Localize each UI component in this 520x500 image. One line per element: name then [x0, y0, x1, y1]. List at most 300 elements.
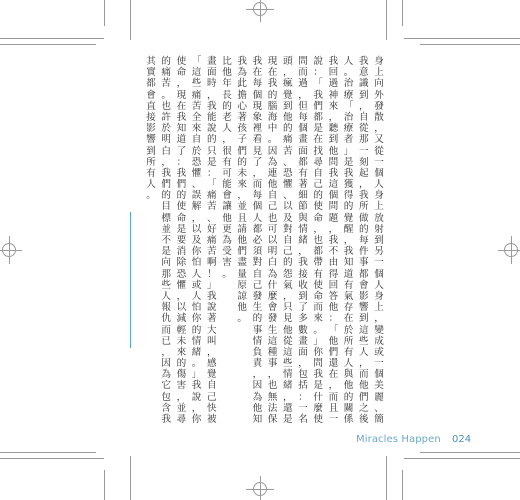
text-glyph: 一	[374, 358, 384, 370]
text-glyph: 已	[161, 335, 171, 347]
text-glyph: 身	[374, 56, 384, 67]
text-glyph: 此	[237, 78, 247, 90]
text-glyph: 。	[267, 134, 278, 146]
text-glyph: 是	[313, 123, 323, 135]
text-glyph: 我	[359, 56, 369, 67]
text-glyph: 且	[237, 212, 247, 224]
text-glyph: 與	[343, 369, 354, 381]
text-glyph: 回	[328, 67, 339, 79]
text-glyph: 都	[313, 246, 323, 258]
text-glyph: 盡	[237, 257, 247, 269]
text-glyph: 在	[328, 369, 339, 381]
text-glyph: 你	[313, 346, 323, 358]
text-glyph: ，	[176, 391, 187, 403]
text-glyph: 著	[237, 111, 247, 123]
text-glyph: 覺	[343, 212, 354, 224]
text-glyph: 面	[298, 145, 308, 157]
text-glyph: 畫	[298, 335, 308, 347]
text-glyph: 己	[207, 391, 217, 403]
text-glyph: 的	[176, 190, 187, 202]
text-glyph: 心	[237, 100, 247, 112]
text-glyph: 使	[176, 56, 187, 67]
text-glyph: 苦	[207, 201, 217, 213]
text-glyph: 這	[191, 67, 202, 79]
text-glyph: 懼	[283, 179, 293, 191]
text-glyph: 而	[161, 324, 171, 336]
text-glyph: 象	[252, 111, 263, 123]
text-glyph: 或	[374, 346, 384, 358]
text-glyph: ，	[237, 190, 247, 202]
text-glyph: ，	[374, 123, 384, 135]
text-glyph: 無	[267, 391, 278, 403]
text-glyph: 人	[374, 179, 384, 191]
text-glyph: ，	[283, 290, 293, 302]
text-glyph: 治	[343, 78, 354, 90]
text-column	[326, 56, 340, 425]
text-glyph: 自	[252, 268, 263, 280]
text-glyph: 到	[328, 134, 339, 146]
text-glyph: 輕	[176, 324, 187, 336]
text-glyph: 比	[222, 56, 232, 67]
text-glyph: 為	[252, 391, 263, 403]
text-glyph: 面	[298, 346, 308, 358]
text-glyph: 變	[374, 324, 384, 336]
text-glyph: 們	[161, 179, 171, 191]
text-glyph: 響	[359, 302, 369, 314]
text-glyph: 每	[252, 190, 263, 202]
text-glyph: 的	[267, 89, 278, 101]
text-glyph: 我	[343, 167, 354, 179]
text-glyph: 他	[267, 179, 278, 191]
text-glyph: 發	[252, 290, 263, 302]
page-number: 024	[451, 434, 472, 445]
text-glyph: 擔	[237, 89, 247, 101]
text-glyph: 多	[298, 313, 308, 325]
text-glyph: 每	[252, 78, 263, 90]
text-glyph: 些	[161, 279, 171, 291]
text-glyph: 連	[267, 167, 278, 179]
text-column	[220, 56, 234, 280]
text-glyph: 而	[313, 302, 323, 314]
text-glyph: 這	[359, 324, 369, 336]
text-glyph: 每	[359, 235, 369, 246]
text-glyph: 你	[191, 246, 202, 258]
text-glyph: ，	[313, 223, 323, 235]
text-glyph: 「	[313, 78, 323, 90]
text-glyph: 己	[313, 179, 323, 191]
text-glyph: 到	[298, 290, 308, 302]
text-glyph: ，	[359, 358, 369, 370]
text-glyph: 標	[161, 212, 171, 224]
text-glyph: 我	[267, 78, 278, 90]
text-glyph: 到	[374, 235, 384, 246]
text-glyph: 而	[252, 179, 263, 191]
text-glyph: 知	[343, 257, 354, 269]
text-glyph: 誤	[191, 190, 202, 202]
text-glyph: 怕	[191, 257, 202, 269]
text-glyph: 也	[161, 100, 171, 112]
text-glyph: 。	[237, 313, 247, 325]
text-glyph: 還	[328, 358, 339, 370]
text-glyph: 問	[313, 358, 323, 370]
text-glyph: ，	[161, 156, 171, 168]
text-glyph: 這	[267, 335, 278, 347]
text-glyph: 個	[252, 89, 263, 101]
text-glyph: 。	[343, 67, 354, 79]
text-glyph: 原	[237, 279, 247, 291]
text-glyph: 見	[252, 145, 263, 157]
text-glyph: 個	[298, 123, 308, 135]
text-glyph: 他	[328, 145, 339, 157]
text-glyph: 害	[222, 257, 232, 269]
text-glyph: 命	[176, 67, 187, 79]
text-glyph: 麼	[267, 290, 278, 302]
text-glyph: 。	[313, 324, 323, 336]
text-glyph: 懼	[191, 167, 202, 179]
text-glyph: 一	[359, 145, 369, 157]
text-glyph: 問	[298, 56, 308, 67]
text-glyph: 可	[222, 167, 232, 179]
text-glyph: 我	[328, 235, 339, 246]
text-column	[296, 56, 310, 425]
text-glyph: 他	[359, 380, 369, 392]
text-glyph: 、	[191, 179, 202, 191]
text-glyph: 我	[161, 167, 171, 179]
text-glyph: 是	[313, 380, 323, 392]
text-glyph: 中	[267, 123, 278, 135]
text-glyph: 情	[298, 223, 308, 235]
text-glyph: 「	[207, 179, 217, 191]
text-glyph: 我	[328, 56, 339, 67]
text-glyph: 收	[298, 279, 308, 291]
text-glyph: 也	[267, 212, 278, 224]
text-column	[342, 56, 356, 425]
text-glyph: 的	[176, 358, 187, 370]
text-glyph: 些	[359, 335, 369, 347]
text-glyph: 上	[374, 201, 384, 213]
text-glyph: 外	[374, 89, 384, 101]
text-glyph: 著	[207, 313, 217, 325]
text-glyph: 不	[328, 246, 339, 258]
text-glyph: 情	[283, 369, 293, 381]
text-glyph: 是	[207, 156, 217, 168]
text-glyph: 害	[176, 380, 187, 392]
text-glyph: 係	[343, 414, 354, 425]
text-glyph: 發	[374, 100, 384, 112]
text-glyph: 人	[222, 123, 232, 135]
text-glyph: ，	[207, 346, 217, 358]
text-glyph: 知	[252, 414, 263, 425]
page-footer	[356, 434, 471, 445]
text-glyph: 必	[252, 235, 263, 246]
text-glyph: 這	[283, 346, 293, 358]
text-glyph: 人	[343, 56, 354, 67]
text-glyph: 以	[283, 201, 293, 213]
text-glyph: 美	[374, 380, 384, 392]
text-glyph: 節	[298, 201, 308, 213]
text-glyph: 及	[191, 235, 202, 246]
text-glyph: 的	[207, 134, 217, 146]
text-glyph: 於	[191, 145, 202, 157]
text-glyph: 因	[267, 145, 278, 157]
text-column	[190, 56, 204, 425]
text-glyph: 尋	[313, 156, 323, 168]
text-glyph: ，	[298, 246, 308, 258]
text-glyph: 都	[313, 111, 323, 123]
text-glyph: 啊	[207, 257, 217, 269]
text-glyph: 己	[267, 201, 278, 213]
text-glyph: 、	[283, 156, 293, 168]
text-glyph: ，	[252, 369, 263, 381]
text-glyph: 或	[191, 279, 202, 291]
text-glyph: 在	[313, 134, 323, 146]
text-glyph: 上	[374, 302, 384, 314]
text-glyph: 個	[374, 369, 384, 381]
text-glyph: 量	[237, 268, 247, 280]
text-glyph: 為	[222, 235, 232, 246]
text-glyph: 你	[191, 313, 202, 325]
text-glyph: 的	[343, 391, 354, 403]
text-column	[281, 56, 295, 425]
text-column	[250, 56, 264, 425]
text-glyph: 治	[343, 111, 354, 123]
text-glyph: 會	[359, 279, 369, 291]
text-glyph: 數	[298, 324, 308, 336]
text-glyph: 我	[313, 89, 323, 101]
text-glyph: 帶	[313, 257, 323, 269]
text-glyph: 是	[176, 223, 187, 235]
text-glyph: 我	[343, 246, 354, 258]
text-glyph: 苦	[207, 246, 217, 258]
text-glyph: 說	[313, 56, 323, 67]
text-glyph: 氣	[343, 290, 354, 302]
text-glyph: ，	[359, 100, 369, 112]
text-glyph: 識	[359, 78, 369, 90]
text-glyph: 我	[313, 369, 323, 381]
text-glyph: 的	[237, 156, 247, 168]
text-glyph: 時	[207, 78, 217, 90]
text-glyph: 什	[313, 391, 323, 403]
text-glyph: 叫	[207, 335, 217, 347]
text-glyph: 生	[267, 324, 278, 336]
text-glyph: 我	[207, 100, 217, 112]
text-glyph: 覺	[283, 89, 293, 101]
text-glyph: 獲	[343, 179, 354, 191]
text-glyph: 我	[359, 190, 369, 202]
text-glyph: 包	[298, 369, 308, 381]
text-glyph: 了	[176, 145, 187, 157]
text-glyph: 為	[161, 369, 171, 381]
text-glyph: ，	[176, 78, 187, 90]
text-glyph: 所	[343, 335, 354, 347]
text-glyph: 孩	[237, 123, 247, 135]
text-glyph: 苦	[191, 100, 202, 112]
text-glyph: 人	[191, 290, 202, 302]
text-glyph: 受	[222, 246, 232, 258]
text-glyph: ，	[328, 223, 339, 235]
text-glyph: 的	[343, 201, 354, 213]
text-column	[205, 56, 219, 425]
text-glyph: 痛	[283, 134, 293, 146]
text-glyph: 也	[313, 235, 323, 246]
text-glyph: 面	[207, 67, 217, 79]
text-glyph: 瘋	[283, 78, 293, 90]
text-glyph: 它	[161, 380, 171, 392]
text-glyph: 名	[298, 414, 308, 425]
text-glyph: 說	[207, 123, 217, 135]
text-glyph: 放	[374, 212, 384, 224]
text-glyph: 在	[176, 100, 187, 112]
text-glyph: ：	[328, 313, 339, 325]
text-glyph: 做	[359, 212, 369, 224]
text-glyph: 苦	[283, 145, 293, 157]
text-glyph: 只	[207, 145, 217, 157]
text-glyph: 著	[298, 179, 308, 191]
text-glyph: 諒	[237, 290, 247, 302]
text-glyph: 痛	[207, 235, 217, 246]
text-glyph: 響	[146, 134, 156, 146]
text-glyph: 會	[267, 302, 278, 314]
text-glyph: ，	[283, 391, 293, 403]
text-glyph: 事	[359, 257, 369, 269]
text-glyph: 」	[343, 145, 354, 157]
text-glyph: 。	[146, 190, 156, 202]
text-glyph: 們	[313, 100, 323, 112]
text-glyph: 許	[161, 111, 171, 123]
text-glyph: 其	[146, 56, 156, 67]
text-glyph: 成	[374, 335, 384, 347]
text-glyph: 子	[237, 134, 247, 146]
text-glyph: 從	[374, 145, 384, 157]
text-glyph: 情	[252, 335, 263, 347]
text-glyph: ，	[359, 179, 369, 191]
text-glyph: 解	[191, 201, 202, 213]
text-glyph: 他	[283, 324, 293, 336]
text-column	[235, 56, 249, 325]
text-glyph: 緒	[298, 235, 308, 246]
text-glyph: 以	[176, 302, 187, 314]
text-glyph: 事	[267, 358, 278, 370]
text-glyph: 到	[146, 145, 156, 157]
text-glyph: ，	[161, 346, 171, 358]
text-glyph: 於	[161, 123, 171, 135]
text-glyph: ：	[298, 391, 308, 403]
text-glyph: 散	[374, 111, 384, 123]
text-glyph: 那	[359, 134, 369, 146]
text-glyph: 題	[328, 212, 339, 224]
text-glyph: 的	[283, 257, 293, 269]
text-glyph: 得	[343, 190, 354, 202]
text-glyph: 因	[161, 358, 171, 370]
text-glyph: 所	[146, 156, 156, 168]
text-glyph: 的	[313, 190, 323, 202]
text-glyph: 得	[328, 268, 339, 280]
text-glyph: 一	[298, 402, 308, 414]
text-glyph: 可	[267, 223, 278, 235]
text-glyph: 目	[161, 201, 171, 213]
text-glyph: 自	[359, 111, 369, 123]
text-glyph: 使	[313, 201, 323, 213]
text-glyph: 問	[328, 201, 339, 213]
text-glyph: 現	[176, 89, 187, 101]
text-glyph: 大	[207, 324, 217, 336]
text-glyph: 以	[191, 223, 202, 235]
text-glyph: 請	[237, 223, 247, 235]
text-glyph: 另	[374, 246, 384, 258]
text-glyph: 簡	[374, 414, 384, 425]
text-glyph: 有	[343, 346, 354, 358]
text-glyph: 所	[359, 201, 369, 213]
text-glyph: 及	[283, 212, 293, 224]
text-glyph: 件	[359, 246, 369, 258]
text-glyph: ：	[207, 167, 217, 179]
text-glyph: 來	[191, 123, 202, 135]
text-glyph: 了	[252, 156, 263, 168]
text-glyph: 「	[343, 100, 354, 112]
text-glyph: ，	[222, 134, 232, 146]
text-glyph: 長	[222, 89, 232, 101]
text-glyph: 者	[343, 134, 354, 146]
text-glyph: 這	[328, 179, 339, 191]
text-glyph: 個	[374, 268, 384, 280]
text-glyph: 那	[161, 268, 171, 280]
text-glyph: 從	[359, 123, 369, 135]
text-glyph: 怨	[283, 268, 293, 280]
text-glyph: 法	[267, 402, 278, 414]
text-glyph: 老	[222, 111, 232, 123]
text-glyph: 生	[252, 302, 263, 314]
text-glyph: 他	[237, 302, 247, 314]
text-glyph: 刻	[359, 156, 369, 168]
text-glyph: 來	[176, 346, 187, 358]
text-glyph: 海	[267, 111, 278, 123]
text-glyph: 命	[313, 212, 323, 224]
text-glyph: 又	[374, 134, 384, 146]
text-glyph: 對	[252, 257, 263, 269]
text-glyph: 感	[207, 358, 217, 370]
text-glyph: 看	[252, 134, 263, 146]
text-glyph: 都	[359, 268, 369, 280]
text-glyph: 消	[176, 246, 187, 258]
text-glyph: 事	[252, 324, 263, 336]
text-glyph: ，	[252, 167, 263, 179]
text-glyph: 影	[146, 123, 156, 135]
text-glyph: 我	[207, 290, 217, 302]
text-glyph: 使	[313, 414, 323, 425]
text-glyph: 被	[207, 414, 217, 425]
text-glyph: 來	[328, 100, 339, 112]
text-glyph: 自	[313, 167, 323, 179]
text-glyph: 以	[267, 235, 278, 246]
text-glyph: 他	[252, 402, 263, 414]
text-glyph: 我	[252, 56, 263, 67]
text-glyph: 們	[237, 246, 247, 258]
text-glyph: 緒	[283, 380, 293, 392]
text-glyph: 個	[252, 201, 263, 213]
text-glyph: 回	[328, 279, 339, 291]
text-glyph: 是	[283, 414, 293, 425]
text-glyph: 我	[237, 56, 247, 67]
text-glyph: 好	[207, 223, 217, 235]
text-glyph: 他	[328, 335, 339, 347]
text-glyph: 道	[343, 268, 354, 280]
text-glyph: 很	[222, 145, 232, 157]
text-glyph: 有	[146, 167, 156, 179]
text-glyph: ，	[374, 313, 384, 325]
text-glyph: 到	[359, 313, 369, 325]
text-glyph: 一	[374, 156, 384, 168]
text-glyph: 更	[222, 223, 232, 235]
